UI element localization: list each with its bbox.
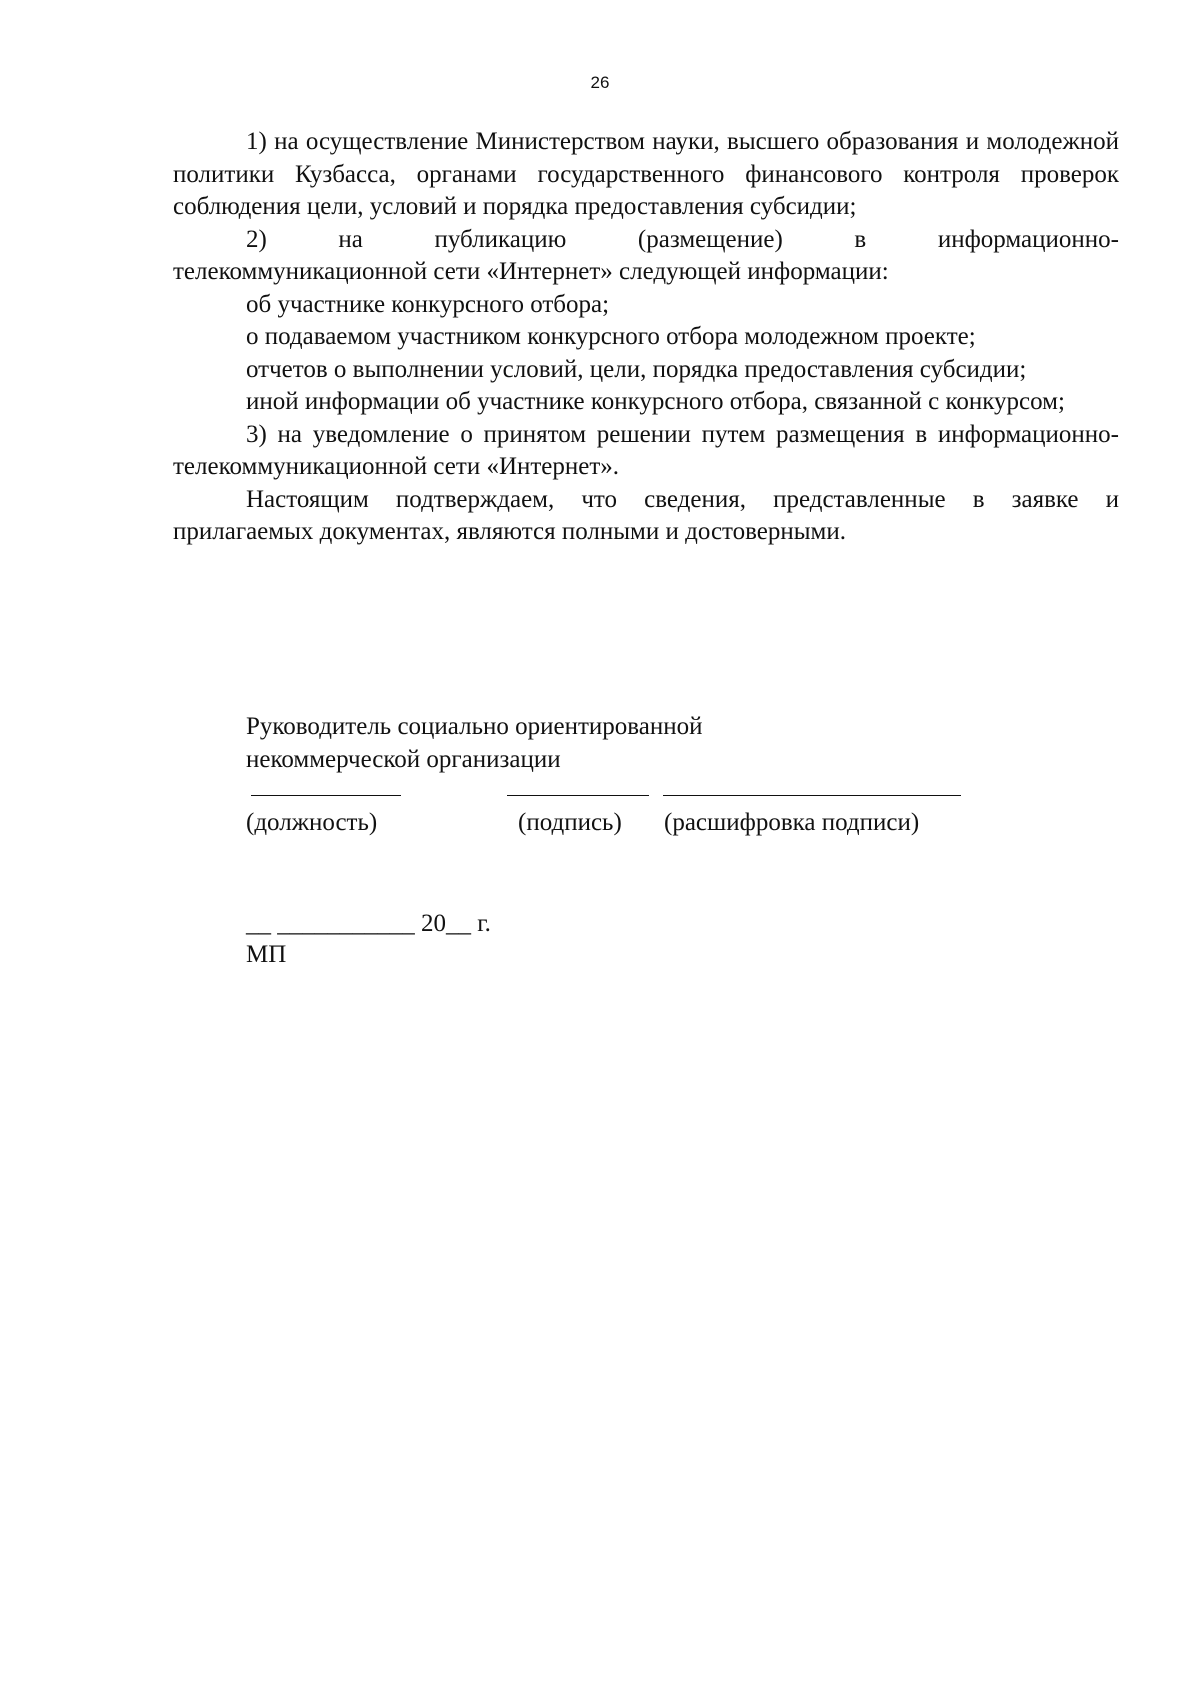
consent-item-2-start: 2) на публикацию (размещение) в информационно- <box>246 225 1119 253</box>
position-caption: (должность) <box>246 809 378 836</box>
signatory-title-line-2: некоммерческой организации <box>246 745 561 773</box>
signature-blank-line <box>507 795 649 796</box>
page-number: 26 <box>590 73 610 92</box>
info-item-other: иной информации об участнике конкурсного отбора, связанной с конкурсом; <box>246 388 1065 415</box>
info-item-participant: об участнике конкурсного отбора; <box>246 290 610 318</box>
stamp-place-label: МП <box>246 941 287 968</box>
consent-item-2-continuation: телекоммуникационной сети «Интернет» следующей информации: <box>173 258 889 285</box>
info-item-project: о подаваемом участником конкурсного отбора молодежном проекте; <box>246 323 976 350</box>
confirmation-paragraph: Настоящим подтверждаем, что сведения, представленные в заявке и прилагаемых документах, являются полными и достоверными. <box>173 485 1119 545</box>
signatory-title <box>246 711 702 776</box>
consent-item-1: 1) на осуществление Министерством науки, высшего образования и молодежной политики Кузбасса, органами государственного финансового контроля проверок соблюдения цели, условий и порядка предоставления субсидии; <box>173 128 1119 220</box>
info-item-reports: отчетов о выполнении условий, цели, порядка предоставления субсидии; <box>246 355 1027 383</box>
position-blank-line <box>251 795 401 796</box>
signature-decode-blank-line <box>663 795 961 796</box>
signature-decode-caption: (расшифровка подписи) <box>664 809 920 836</box>
consent-item-3: 3) на уведомление о принятом решении путем размещения в информационно-телекоммуникационной сети «Интернет». <box>173 420 1119 480</box>
signature-lines <box>0 795 1200 796</box>
signatory-title-line-1: Руководитель социально ориентированной <box>246 713 703 740</box>
date-line: __ ___________ 20__ г. <box>246 910 491 937</box>
consent-text <box>173 126 1119 549</box>
signature-caption: (подпись) <box>518 809 622 836</box>
